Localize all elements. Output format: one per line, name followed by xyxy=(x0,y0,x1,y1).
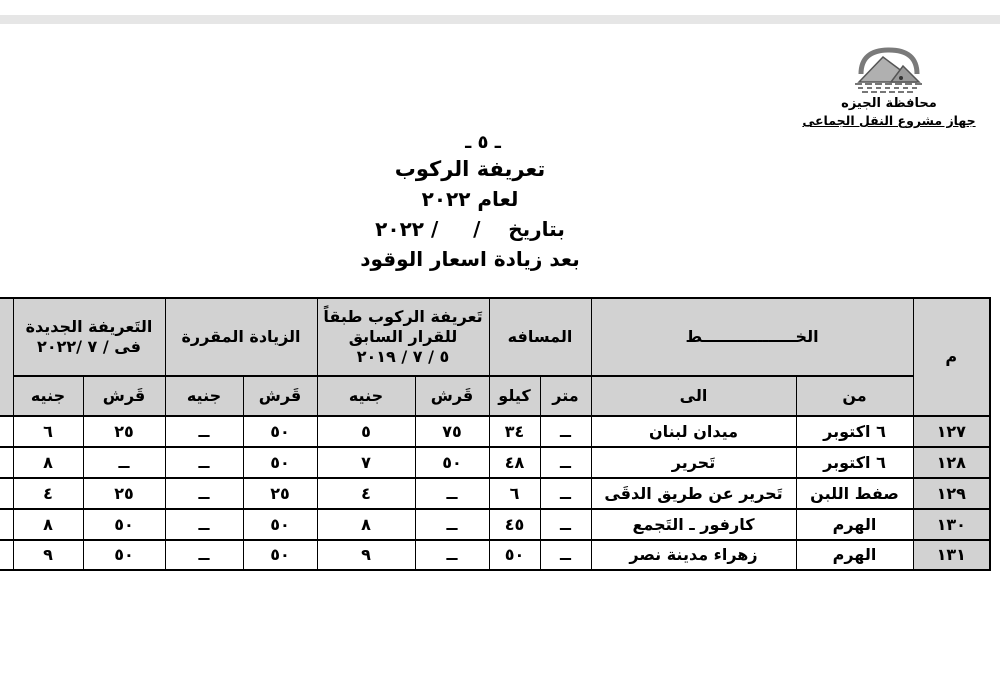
cell-prev-pound: ٤ xyxy=(317,478,415,509)
cell-kilo: ٥٠ xyxy=(489,540,540,570)
new-fare-line2: فى / ٧ /٢٠٢٢ xyxy=(37,337,141,356)
cell-new-pound: ٩ xyxy=(13,540,83,570)
cell-new-piaster: ٢٥ xyxy=(83,416,165,447)
edge-sliver-cell xyxy=(0,478,13,509)
cell-inc-piaster: ٥٠ xyxy=(243,447,317,478)
cell-prev-pound: ٥ xyxy=(317,416,415,447)
col-header-previous-fare-group xyxy=(317,298,489,376)
cell-new-pound: ٨ xyxy=(13,509,83,540)
cell-serial: ١٢٩ xyxy=(913,478,990,509)
cell-to: تَحرير xyxy=(591,447,796,478)
cell-inc-piaster: ٢٥ xyxy=(243,478,317,509)
cell-new-pound: ٤ xyxy=(13,478,83,509)
fare-table xyxy=(0,297,991,571)
cell-meter: ــ xyxy=(540,478,591,509)
cell-new-piaster: ٢٥ xyxy=(83,478,165,509)
col-header-kilo: كيلو xyxy=(489,376,540,416)
col-header-serial: م xyxy=(913,298,990,416)
edge-sliver-column xyxy=(0,298,13,416)
doc-title-fuel-note: بعد زيادة اسعار الوقود xyxy=(360,247,580,271)
cell-new-pound: ٦ xyxy=(13,416,83,447)
table-row xyxy=(0,447,990,478)
table-row xyxy=(0,416,990,447)
col-header-new-pound: جنيه xyxy=(13,376,83,416)
col-header-line-group: الخـــــــــــــــــط xyxy=(591,298,913,376)
cell-inc-pound: ــ xyxy=(165,416,243,447)
cell-prev-pound: ٨ xyxy=(317,509,415,540)
cell-kilo: ٦ xyxy=(489,478,540,509)
cell-kilo: ٤٨ xyxy=(489,447,540,478)
cell-serial: ١٣٠ xyxy=(913,509,990,540)
cell-inc-pound: ــ xyxy=(165,540,243,570)
doc-title-date: بتاريخ / / ٢٠٢٢ xyxy=(375,217,565,241)
table-row xyxy=(0,478,990,509)
cell-prev-piaster: ٧٥ xyxy=(415,416,489,447)
document-title-block xyxy=(250,131,690,274)
col-header-prev-piaster: قَرش xyxy=(415,376,489,416)
cell-inc-piaster: ٥٠ xyxy=(243,509,317,540)
col-header-from: من xyxy=(796,376,913,416)
edge-sliver-cell xyxy=(0,447,13,478)
cell-prev-piaster: ــ xyxy=(415,509,489,540)
table-row xyxy=(0,509,990,540)
cell-prev-piaster: ٥٠ xyxy=(415,447,489,478)
governorate-name: محافظة الجيزه xyxy=(841,96,937,111)
cell-prev-pound: ٩ xyxy=(317,540,415,570)
cell-to: تَحرير عن طريق الدقَى xyxy=(591,478,796,509)
cell-serial: ١٢٨ xyxy=(913,447,990,478)
cell-from: ٦ اكتوبر xyxy=(796,416,913,447)
page-number: ـ ٥ ـ xyxy=(465,132,501,153)
col-header-increase-group: الزيادة المقررة xyxy=(165,298,317,376)
previous-fare-line1: تَعريفة الركوب طبقاً xyxy=(323,307,483,326)
cell-kilo: ٣٤ xyxy=(489,416,540,447)
cell-new-pound: ٨ xyxy=(13,447,83,478)
cell-inc-piaster: ٥٠ xyxy=(243,416,317,447)
table-row xyxy=(0,540,990,570)
cell-to: زهراء مدينة نصر xyxy=(591,540,796,570)
col-header-inc-pound: جنيه xyxy=(165,376,243,416)
cell-new-piaster: ــ xyxy=(83,447,165,478)
header-row-groups xyxy=(0,298,990,376)
scan-artifact-band xyxy=(0,15,1000,24)
col-header-to: الى xyxy=(591,376,796,416)
col-header-new-piaster: قَرش xyxy=(83,376,165,416)
header-row-subcolumns xyxy=(0,376,990,416)
col-header-prev-pound: جنيه xyxy=(317,376,415,416)
cell-inc-pound: ــ xyxy=(165,509,243,540)
cell-from: ٦ اكتوبر xyxy=(796,447,913,478)
col-header-inc-piaster: قَرش xyxy=(243,376,317,416)
cell-inc-piaster: ٥٠ xyxy=(243,540,317,570)
col-header-new-fare-group xyxy=(13,298,165,376)
cell-new-piaster: ٥٠ xyxy=(83,540,165,570)
cell-from: الهرم xyxy=(796,540,913,570)
cell-kilo: ٤٥ xyxy=(489,509,540,540)
previous-fare-line2: للقرار السابق xyxy=(348,327,458,346)
edge-sliver-cell xyxy=(0,540,13,570)
transport-authority-name: جهاز مشروع النقل الجماعى xyxy=(802,113,976,128)
doc-title-year: لعام ٢٠٢٢ xyxy=(421,187,519,211)
cell-prev-piaster: ــ xyxy=(415,478,489,509)
previous-fare-line3: ٥ / ٧ / ٢٠١٩ xyxy=(356,347,450,366)
cell-to: كارفور ـ التَجمع xyxy=(591,509,796,540)
cell-prev-pound: ٧ xyxy=(317,447,415,478)
new-fare-line1: التَعريفة الجديدة xyxy=(25,317,153,336)
edge-sliver-cell xyxy=(0,416,13,447)
cell-inc-pound: ــ xyxy=(165,447,243,478)
cell-meter: ــ xyxy=(540,540,591,570)
cell-serial: ١٣١ xyxy=(913,540,990,570)
edge-sliver-cell xyxy=(0,509,13,540)
col-header-distance-group: المسافه xyxy=(489,298,591,376)
doc-title-fare: تعريفة الركوب xyxy=(394,157,546,181)
col-header-meter: متر xyxy=(540,376,591,416)
governorate-logo-block xyxy=(800,44,978,129)
cell-new-piaster: ٥٠ xyxy=(83,509,165,540)
cell-inc-pound: ــ xyxy=(165,478,243,509)
cell-prev-piaster: ــ xyxy=(415,540,489,570)
cell-serial: ١٢٧ xyxy=(913,416,990,447)
giza-pyramids-logo-icon xyxy=(849,44,929,94)
cell-meter: ــ xyxy=(540,447,591,478)
cell-from: الهرم xyxy=(796,509,913,540)
cell-to: ميدان لبنان xyxy=(591,416,796,447)
cell-meter: ــ xyxy=(540,416,591,447)
cell-meter: ــ xyxy=(540,509,591,540)
cell-from: صفط اللبن xyxy=(796,478,913,509)
